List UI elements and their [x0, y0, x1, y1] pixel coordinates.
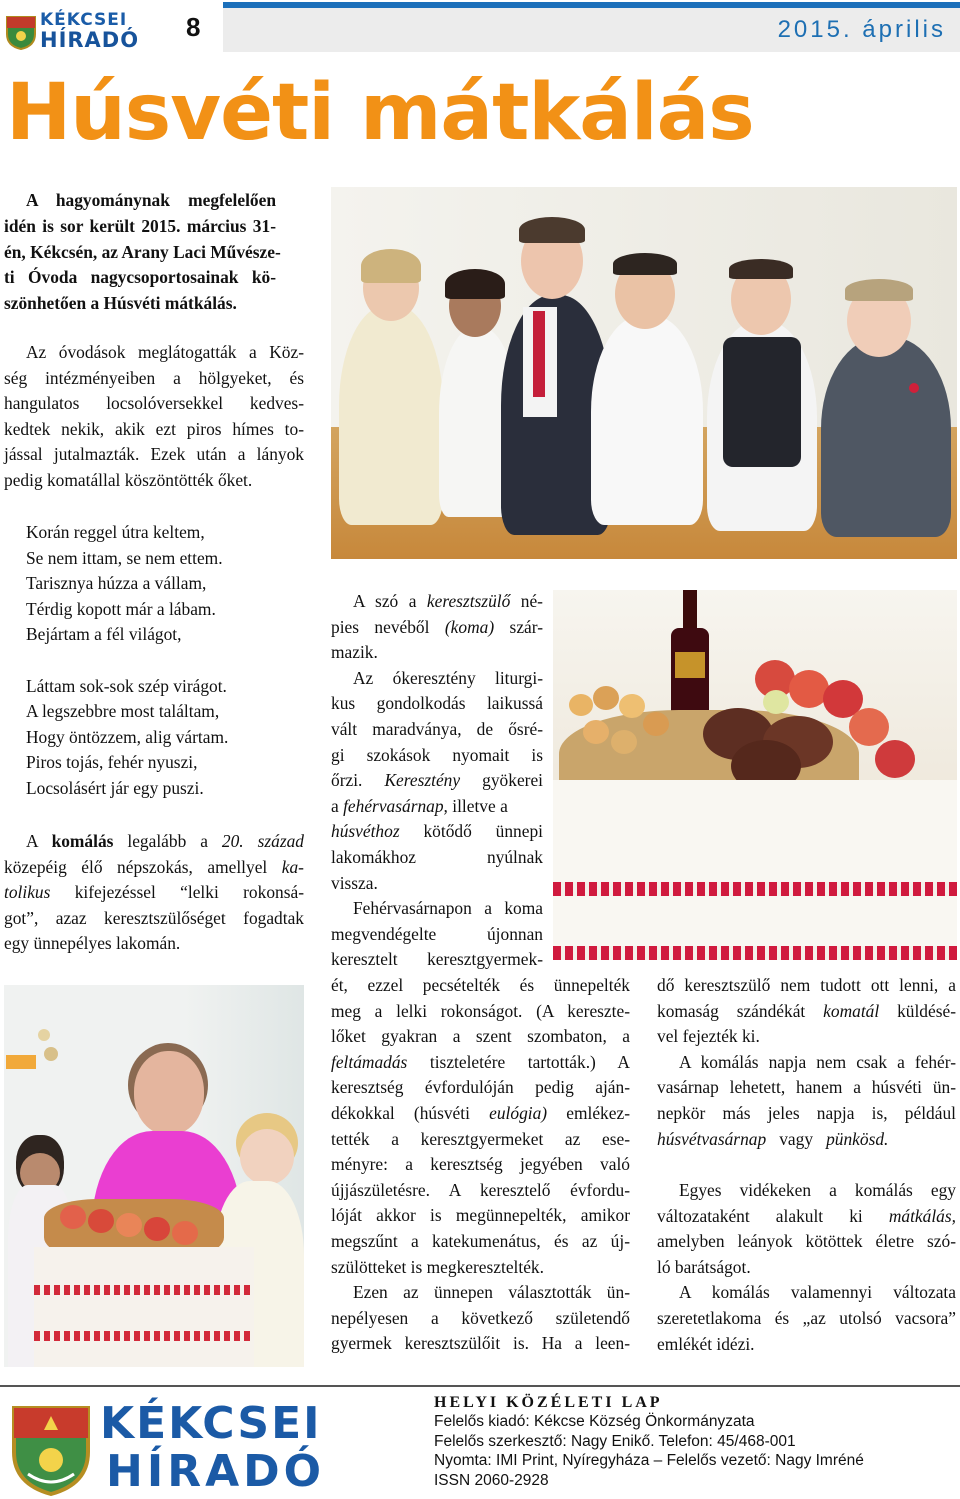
coat-of-arms-icon — [8, 1402, 94, 1496]
text-line: komaság szándékát komatál küldésé- — [657, 1000, 956, 1021]
header-logo-line2: HÍRADÓ — [40, 28, 140, 52]
intro-line: idén is sor került 2015. március 31- — [4, 216, 276, 236]
poem — [26, 520, 306, 802]
text-line: lőket gyakran a szent szombaton, a — [331, 1026, 630, 1047]
text-line: újjászületésre. A keresztelő évfordu- — [331, 1179, 630, 1200]
poem-line: Térdig kopott már a lábam. — [26, 598, 216, 619]
text-line: dékokkal (húsvéti eulógia) emlékez- — [331, 1102, 630, 1123]
intro-line: én, Kékcsén, az Arany Laci Művésze- — [4, 241, 281, 262]
text-line: Ezen az ünnepen választották ün- — [353, 1282, 630, 1303]
poem-line: Se nem ittam, se nem ettem. — [26, 547, 223, 568]
photo-kindergarten-children — [331, 187, 957, 559]
text-line: vasárnap lehetett, hanem a húsvéti ün- — [657, 1077, 956, 1098]
text-line: ét, ezzel pecsételték és ünnepelték — [331, 975, 630, 995]
text-line: tették a keresztgyermeket az ese- — [331, 1128, 630, 1149]
page-number: 8 — [186, 12, 201, 42]
text-line: tolikus kifejezéssel “lelki rokonsá- — [4, 882, 304, 903]
text-line: ló barátságot. — [657, 1256, 751, 1277]
text-line: emlékét idézi. — [657, 1333, 755, 1354]
text-line: amelyben leányok kötöttek életre szó- — [657, 1231, 956, 1252]
poem-line: Korán reggel útra keltem, — [26, 522, 205, 542]
imprint-editor: Felelős szerkesztő: Nagy Enikő. Telefon: 45/468-001 — [434, 1432, 796, 1450]
text-line: dő keresztszülő nem tudott ott lenni, a — [657, 975, 956, 995]
poem-line: Piros tojás, fehér nyuszi, — [26, 752, 198, 773]
text-line: vált maradványa, de ősré- — [331, 718, 543, 739]
imprint-issn: ISSN 2060-2928 — [434, 1471, 549, 1489]
imprint-publisher: Felelős kiadó: Kékcse Község Önkormányzata — [434, 1413, 755, 1431]
paragraph-komatal — [657, 973, 956, 1152]
text-line: lóját akkor is megünnepelték, amikor — [331, 1205, 630, 1226]
text-line: pedig komatállal köszöntötték őket. — [4, 469, 253, 490]
footer-logo — [4, 1398, 384, 1498]
text-line: A szó a keresztszülő né- — [353, 591, 543, 611]
text-line: megvendégelte újonnan — [331, 923, 543, 944]
text-line: jással jutalmazták. Ezek után a lányok — [4, 444, 304, 465]
intro-paragraph — [26, 188, 276, 214]
text-line: Fehérvasárnapon a koma — [353, 898, 543, 919]
photo-woman-with-children — [4, 985, 304, 1367]
intro-line: A hagyománynak megfelelően — [26, 190, 276, 210]
text-line: keresztség évfordulóján pedig aján- — [331, 1077, 630, 1098]
imprint — [434, 1393, 864, 1490]
intro-line: ti Óvoda nagycsoportosainak kö- — [4, 267, 276, 288]
text-line: lakomákhoz nyúlnak — [331, 846, 543, 867]
text-line: egy ünnepélyes lakomán. — [4, 933, 181, 954]
text-line: kedtek nekik, akik ezt piros hímes to- — [4, 418, 304, 439]
text-line: húsvétvasárnap vagy pünkösd. — [657, 1128, 889, 1149]
text-line: Az óvodások meglátogatták a Köz- — [26, 342, 304, 362]
text-line: őrzi. Keresztény gyökerei — [331, 770, 543, 791]
poem-line: Tarisznya húzza a vállam, — [26, 573, 207, 594]
poem-line: Bejártam a fél világot, — [26, 624, 182, 645]
article-title: Húsvéti mátkálás — [6, 68, 754, 158]
header-logo-line1: KÉKCSEI — [40, 10, 128, 30]
text-line: gi szokások nyomait is — [331, 744, 543, 765]
text-line: pies nevéből (koma) szár- — [331, 616, 543, 637]
text-line: feltámadás tiszteletére tartották.) A — [331, 1051, 630, 1072]
text-line: a fehérvasárnap, illetve a — [331, 795, 508, 816]
text-line: nepélyesen a következő születendő — [331, 1307, 630, 1328]
text-line: gyermek keresztszülőit is. Ha a leen- — [331, 1333, 630, 1354]
text-line: megszűnt a katekumenátus, és az új- — [331, 1230, 630, 1251]
text-line: változataként alakult ki mátkálás, — [657, 1205, 956, 1226]
poem-line: Locsolásért jár egy puszi. — [26, 777, 204, 798]
imprint-kicker: HELYI KÖZÉLETI LAP — [434, 1394, 663, 1411]
text-line: keresztelt keresztgyermek- — [331, 949, 543, 970]
text-line: ség intézményeiben a hölgyeket, és — [4, 367, 304, 388]
footer-logo-line1: KÉKCSEI — [100, 1398, 322, 1449]
text-line: got”, azaz keresztszülőséget fogadtak — [4, 907, 304, 928]
text-line: szülötteket is megkeresztelték. — [331, 1256, 544, 1277]
text-line: ményre: a keresztség jegyében való — [331, 1154, 630, 1175]
text-line: Egyes vidékeken a komálás egy — [679, 1180, 956, 1200]
photo-easter-basket — [553, 590, 957, 960]
paragraph-feast — [331, 973, 630, 1357]
paragraph-matkalas — [657, 1178, 956, 1357]
text-line: A komálás napja nem csak a fehér- — [679, 1051, 956, 1072]
text-line: Az ókeresztény liturgi- — [353, 667, 543, 688]
text-line: A komálás legalább a 20. század — [26, 831, 304, 851]
text-line: nepkör más jeles napja is, például — [657, 1102, 956, 1123]
paragraph-visit — [4, 340, 304, 494]
imprint-printer: Nyomta: IMI Print, Nyíregyháza – Felelős vezető: Nagy Imréné — [434, 1452, 864, 1470]
text-line: A komálás valamennyi változata — [679, 1282, 956, 1303]
intro-line: szönhetően a Húsvéti mátkálás. — [4, 292, 237, 313]
text-line: kus gondolkodás laikussá — [331, 693, 543, 714]
issue-date: 2015. április — [777, 16, 946, 43]
text-line: szeretetlakoma és „az utolsó vacsora” — [657, 1307, 956, 1328]
text-line: mazik. — [331, 642, 378, 663]
paragraph-etymology — [331, 589, 543, 973]
poem-line: Hogy öntözzem, alig vártam. — [26, 726, 229, 747]
text-line: vel fejezték ki. — [657, 1026, 760, 1047]
paragraph-komalas — [4, 829, 304, 957]
text-line: meg a lelki rokonságot. (A kereszte- — [331, 1000, 630, 1021]
footer-logo-line2: HÍRADÓ — [106, 1446, 326, 1497]
text-line: közepéig élő népszokás, amellyel ka- — [4, 856, 304, 877]
poem-line: A legszebbre most találtam, — [26, 701, 220, 722]
text-line: húsvéthoz kötődő ünnepi — [331, 821, 543, 842]
text-line: hangulatos locsolóversekkel kedves- — [4, 393, 304, 414]
coat-of-arms-icon — [4, 14, 38, 50]
header-logo — [4, 8, 160, 52]
intro-paragraph-cont — [4, 214, 281, 316]
poem-line: Láttam sok-sok szép virágot. — [26, 675, 227, 696]
footer-rule — [0, 1385, 960, 1387]
text-line: vissza. — [331, 872, 378, 893]
